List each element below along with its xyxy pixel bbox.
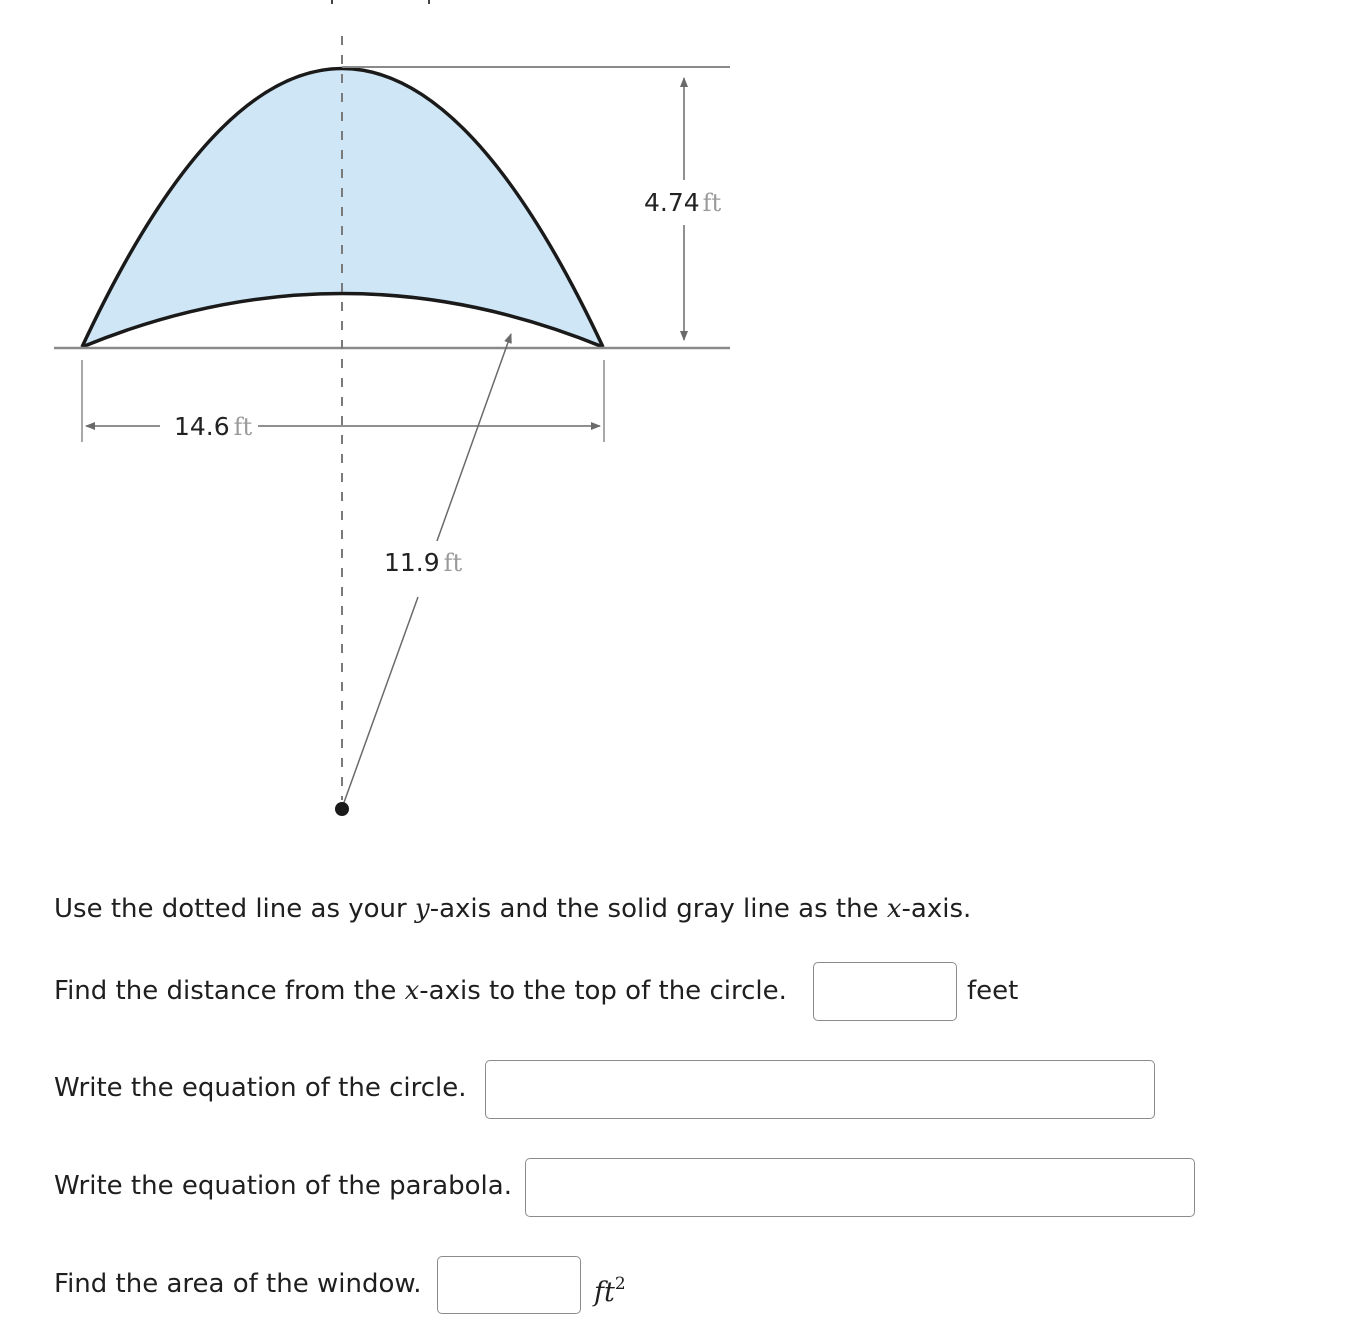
area-unit-exponent: 2 [614, 1274, 626, 1294]
distance-question-label [54, 975, 787, 1007]
radius-line [342, 597, 418, 808]
instructions-part: Use the dotted line as your [54, 894, 415, 924]
area-unit-base: ft [594, 1277, 615, 1308]
instructions-part: -axis. [901, 894, 972, 924]
y-variable: y [415, 894, 430, 924]
window-diagram [0, 0, 760, 840]
circle-center-point [335, 802, 349, 816]
question-part: -axis to the top of the circle. [419, 976, 787, 1006]
area-question-label: Find the area of the window. [54, 1269, 422, 1299]
circle-equation-input[interactable] [485, 1060, 1155, 1119]
distance-unit-label: feet [967, 976, 1019, 1006]
distance-answer-input[interactable] [813, 962, 957, 1021]
radius-value-label: 11.9 ft [384, 548, 463, 577]
instructions-part: -axis and the solid gray line as the [429, 894, 887, 924]
width-value-label: 14.6 ft [174, 412, 253, 441]
x-variable: x [404, 976, 420, 1006]
parabola-equation-input[interactable] [525, 1158, 1195, 1217]
area-answer-input[interactable] [437, 1256, 581, 1314]
circle-question-label: Write the equation of the circle. [54, 1073, 467, 1103]
instructions-text [54, 893, 971, 925]
parabola-question-label: Write the equation of the parabola. [54, 1171, 512, 1201]
x-variable: x [886, 894, 902, 924]
question-part: Find the distance from the [54, 976, 405, 1006]
height-value-label: 4.74 ft [644, 188, 722, 217]
area-unit-label [594, 1268, 626, 1309]
radius-line [437, 334, 511, 541]
